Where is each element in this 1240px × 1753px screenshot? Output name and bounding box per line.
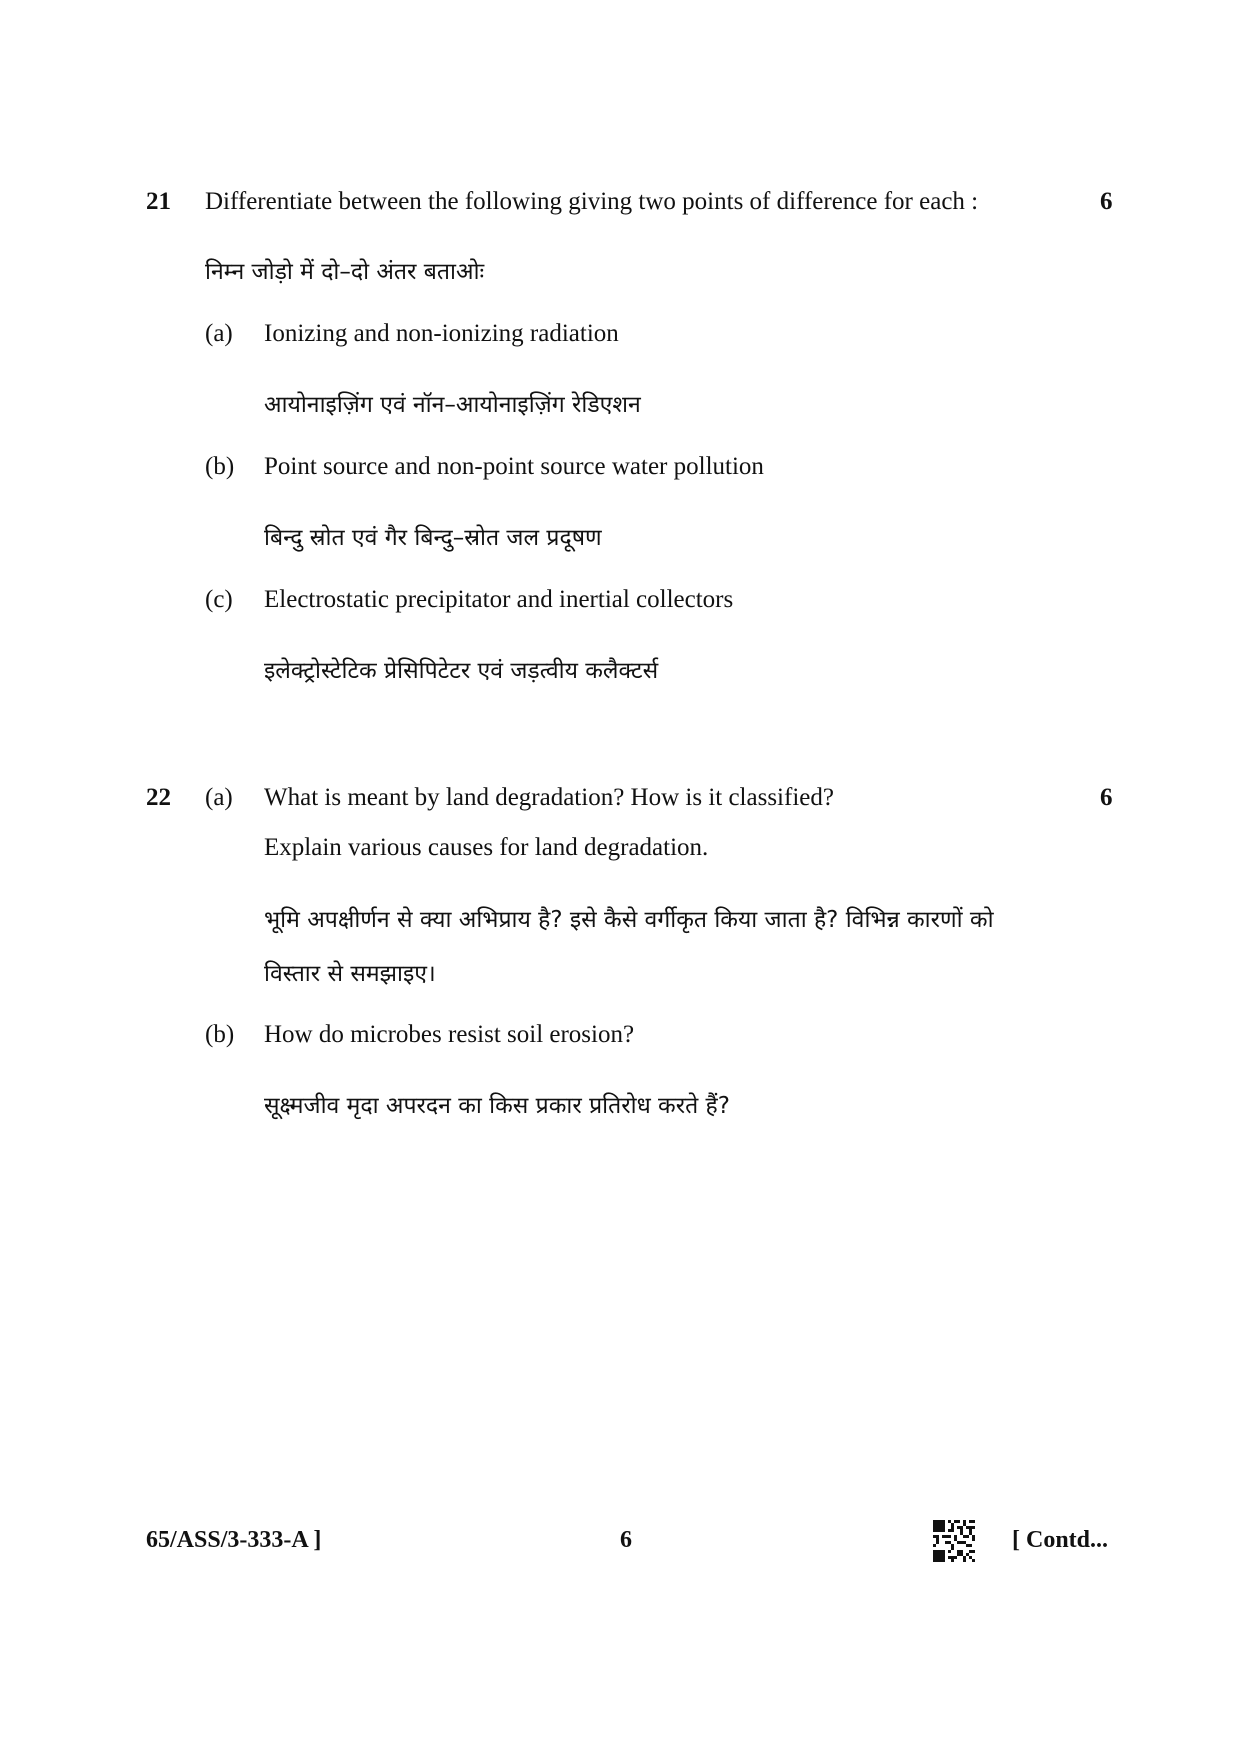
question-21b-label: (b) — [205, 453, 235, 480]
question-22a-english-line2: Explain various causes for land degradation. — [264, 834, 709, 861]
page-number: 6 — [620, 1527, 632, 1553]
question-22-number: 22 — [146, 784, 171, 811]
question-22b-label: (b) — [205, 1021, 235, 1048]
question-22-marks: 6 — [1100, 784, 1113, 811]
question-22a-hindi-line1: भूमि अपक्षीर्णन से क्या अभिप्राय है? इसे कैसे वर्गीकृत किया जाता है? विभिन्न कारणों को — [264, 907, 994, 933]
question-21-prompt-english: Differentiate between the following giving two points of difference for each : — [205, 188, 979, 215]
continued-marker: [ Contd... — [1012, 1527, 1109, 1553]
paper-code: 65/ASS/3-333-A ] — [146, 1527, 322, 1553]
question-21-marks: 6 — [1100, 188, 1113, 215]
question-21a-label: (a) — [205, 320, 233, 347]
question-21-number: 21 — [146, 188, 171, 215]
question-21a-english: Ionizing and non-ionizing radiation — [264, 320, 619, 347]
question-21c-label: (c) — [205, 586, 233, 613]
qr-code-icon — [933, 1520, 975, 1562]
question-22a-english-line1: What is meant by land degradation? How is it classified? — [264, 784, 834, 811]
question-22a-hindi-line2: विस्तार से समझाइए। — [264, 961, 436, 987]
question-21c-hindi: इलेक्ट्रोस्टेटिक प्रेसिपिटेटर एवं जड़त्वीय कलैक्टर्स — [264, 658, 659, 684]
question-21b-hindi: बिन्दु स्रोत एवं गैर बिन्दु–स्रोत जल प्रदूषण — [264, 525, 602, 551]
question-21-prompt-hindi: निम्न जोड़ो में दो–दो अंतर बताओः — [205, 259, 485, 285]
question-21c-english: Electrostatic precipitator and inertial collectors — [264, 586, 734, 613]
question-21b-english: Point source and non-point source water pollution — [264, 453, 764, 480]
question-22a-label: (a) — [205, 784, 233, 811]
question-22b-english: How do microbes resist soil erosion? — [264, 1021, 635, 1048]
question-21a-hindi: आयोनाइज़िंग एवं नॉन–आयोनाइज़िंग रेडिएशन — [264, 392, 641, 418]
question-22b-hindi: सूक्ष्मजीव मृदा अपरदन का किस प्रकार प्रतिरोध करते हैं? — [264, 1093, 730, 1119]
